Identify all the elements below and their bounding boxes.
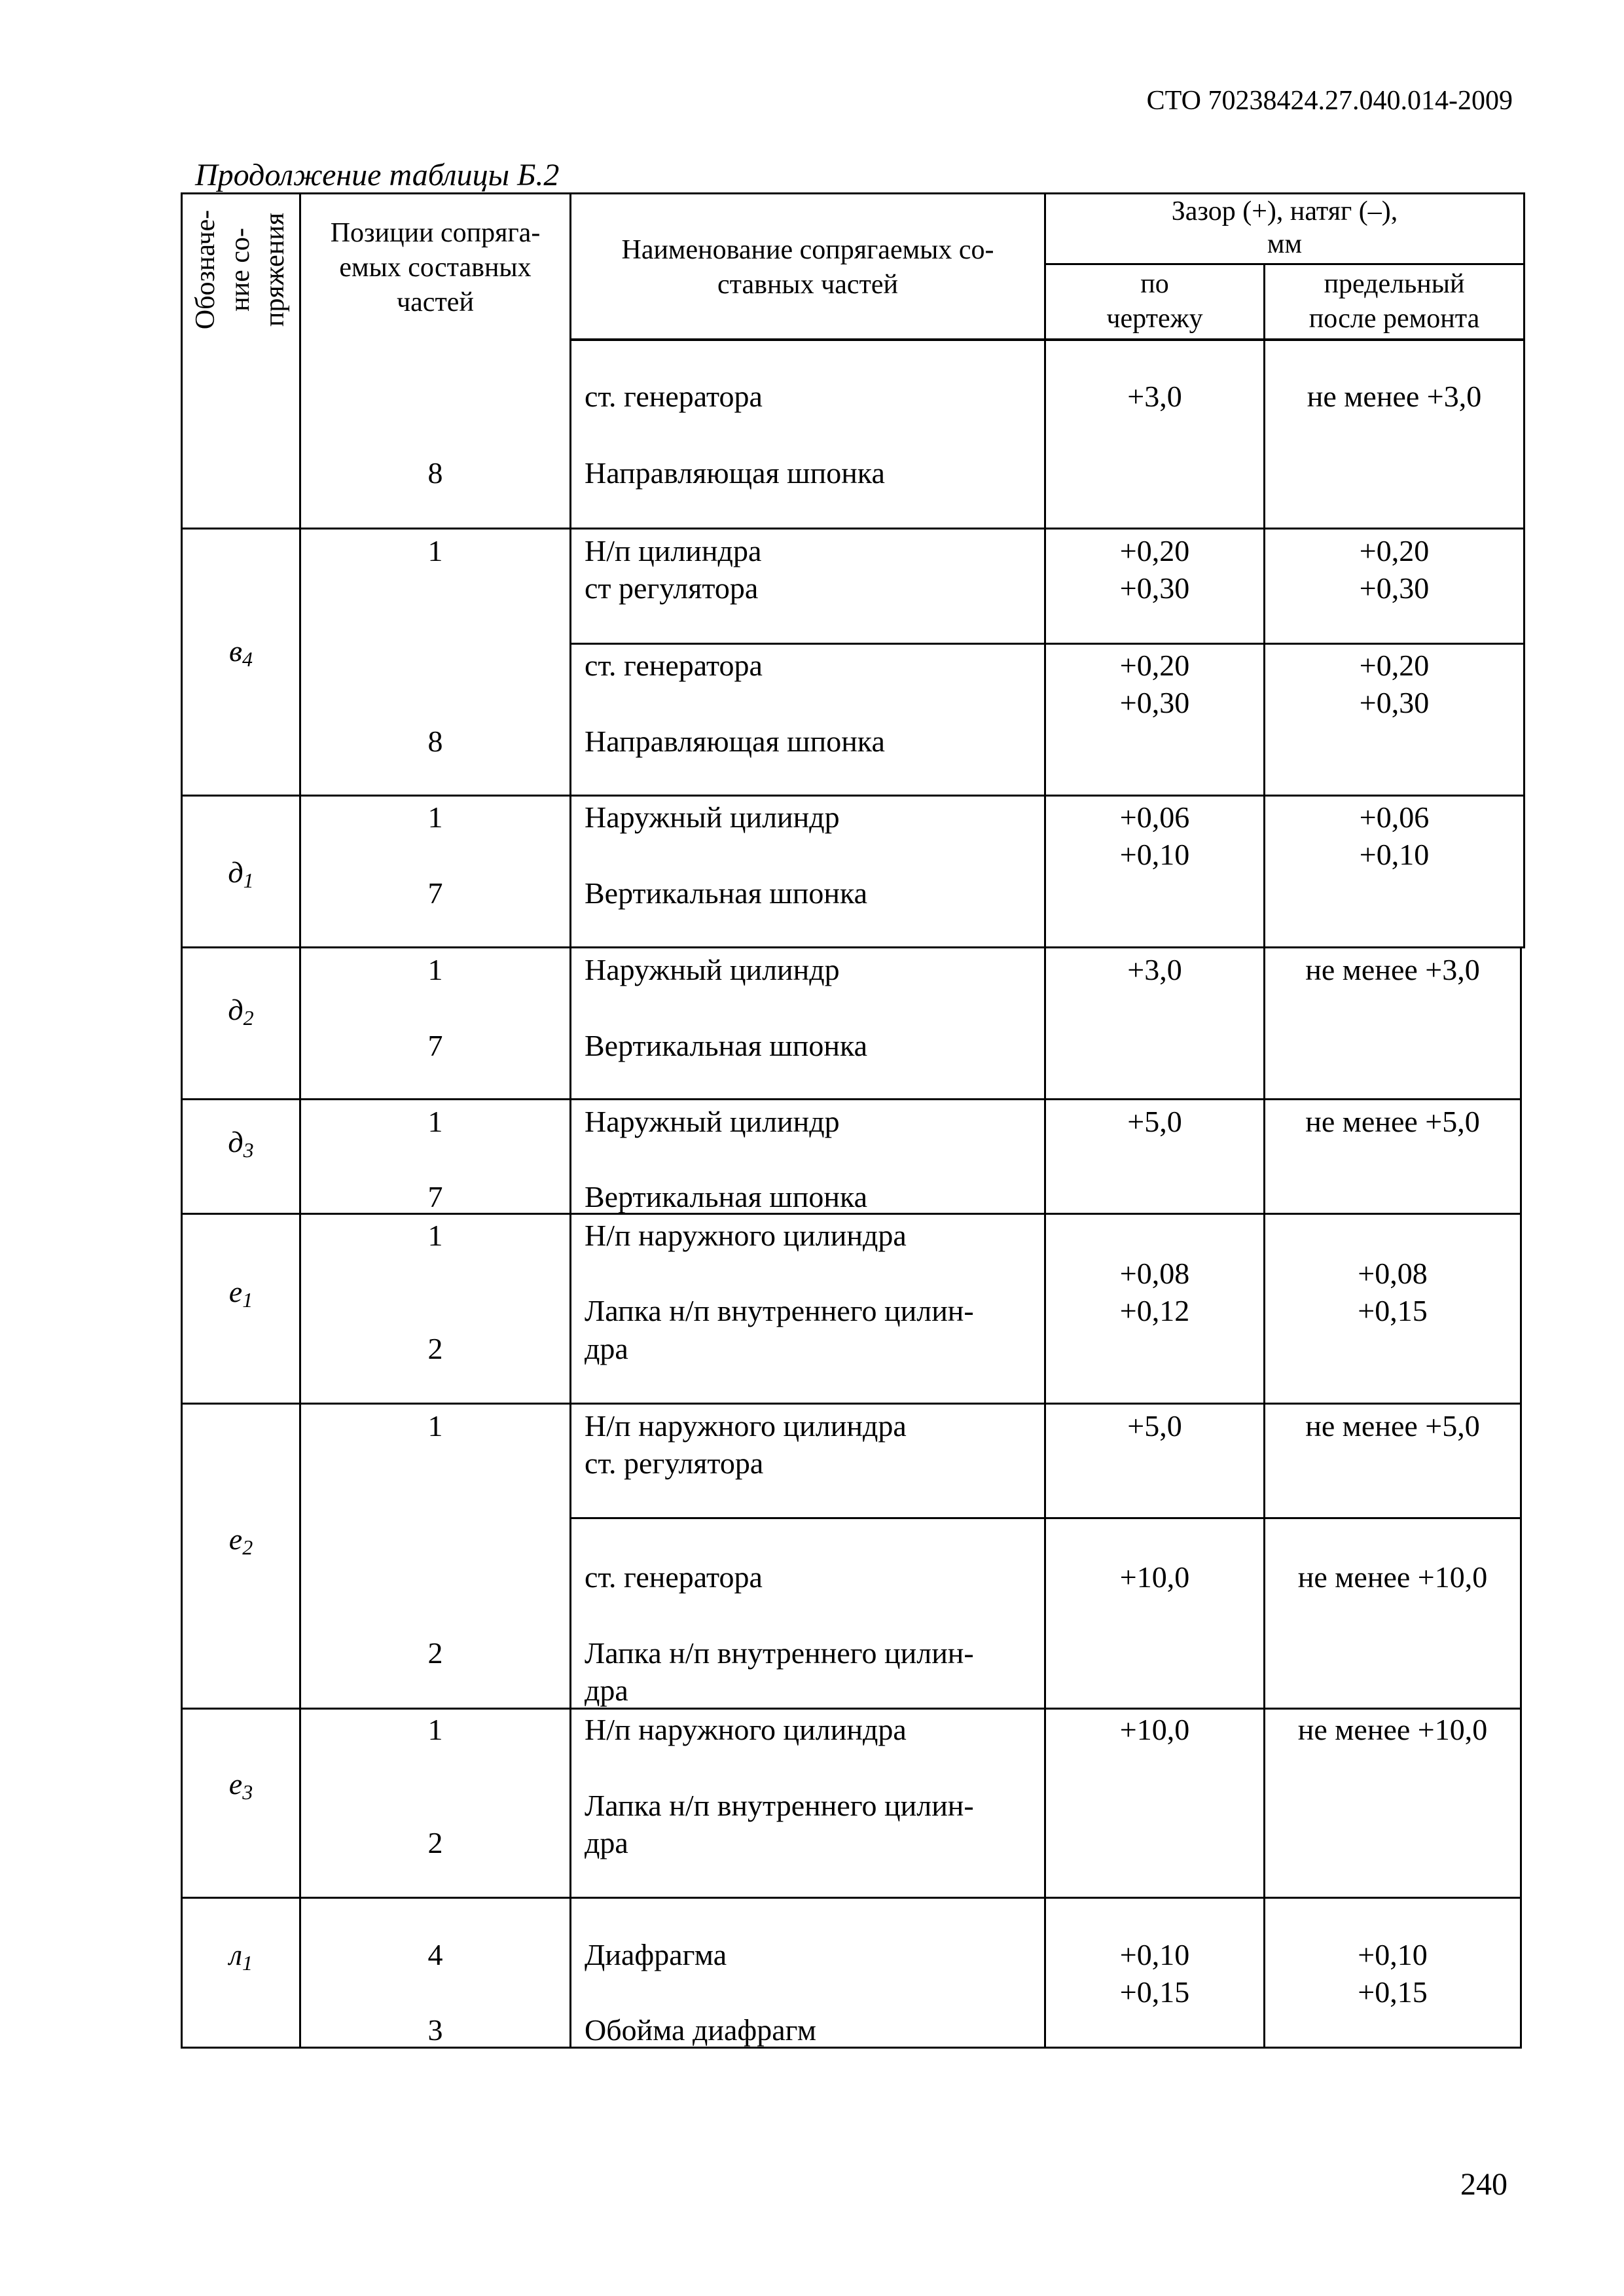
designation (183, 1936, 299, 1982)
part-name: Н/п цилиндра (585, 534, 762, 567)
position-number: 1 (427, 1105, 443, 1138)
grid-line (569, 1517, 1522, 1519)
header-by-drawing (1046, 267, 1263, 336)
value-drawing: +0,10 (1119, 838, 1190, 871)
designation-index: 1 (242, 1951, 253, 1975)
part-name: Направляющая шпонка (585, 725, 885, 758)
position-number: 2 (427, 1826, 443, 1859)
part-name: Н/п наружного цилиндра (585, 1713, 907, 1746)
designation-letter: д (228, 855, 244, 889)
position-number: 1 (427, 1409, 443, 1443)
value-limit: +0,08 (1358, 1257, 1428, 1290)
header-gap (1046, 195, 1523, 260)
page-number: 240 (1460, 2167, 1507, 2202)
part-name: дра (585, 1674, 628, 1707)
header-line: пряжения (260, 212, 290, 327)
position-number: 7 (427, 1180, 443, 1213)
value-limit: не менее +5,0 (1305, 1409, 1480, 1443)
value-drawing: +3,0 (1127, 380, 1182, 413)
position-number: 7 (427, 1029, 443, 1062)
header-line: Позиции сопряга- (330, 218, 541, 248)
part-name: Вертикальная шпонка (585, 1029, 868, 1062)
designation-index: 1 (242, 1288, 253, 1312)
value-limit: +0,10 (1359, 838, 1430, 871)
value-limit: +0,06 (1359, 800, 1430, 834)
value-drawing: +5,0 (1127, 1409, 1182, 1443)
header-line: частей (397, 287, 474, 317)
part-name: дра (585, 1332, 628, 1365)
designation-index: 3 (243, 1138, 254, 1162)
part-name: дра (585, 1826, 628, 1859)
designation-letter: д (228, 993, 244, 1026)
position-number: 8 (427, 725, 443, 758)
document-code: СТО 70238424.27.040.014-2009 (1146, 86, 1513, 116)
value-limit: не менее +3,0 (1305, 953, 1480, 986)
grid-line (181, 1098, 1522, 1100)
value-limit: не менее +5,0 (1305, 1105, 1480, 1138)
value-limit: +0,10 (1358, 1938, 1428, 1971)
header-line: Наименование сопрягаемых со- (621, 235, 994, 265)
header-line: чертежу (1106, 304, 1203, 334)
grid-line (569, 338, 1525, 341)
value-limit: +0,20 (1359, 534, 1430, 567)
designation (183, 1520, 299, 1566)
header-designation (189, 162, 293, 378)
grid-line (181, 192, 1525, 194)
part-name: Диафрагма (585, 1938, 727, 1971)
grid-line (181, 1708, 1522, 1710)
position-number: 2 (427, 1332, 443, 1365)
designation (183, 1123, 299, 1169)
part-name: Н/п наружного цилиндра (585, 1409, 907, 1443)
part-name: Направляющая шпонка (585, 456, 885, 490)
value-drawing: +0,10 (1119, 1938, 1190, 1971)
designation (183, 632, 299, 678)
designation-letter: е (228, 1522, 243, 1556)
part-name: Лапка н/п внутреннего цилин- (585, 1294, 974, 1327)
position-number: 1 (427, 1219, 443, 1252)
header-line: ставных частей (717, 270, 899, 300)
header-line: Обозначе- (190, 209, 221, 330)
part-name: Наружный цилиндр (585, 953, 840, 986)
value-limit: не менее +10,0 (1297, 1713, 1488, 1746)
header-positions (301, 216, 569, 320)
grid-line (181, 946, 1525, 948)
position-number: 1 (427, 953, 443, 986)
table-caption: Продолжение таблицы Б.2 (195, 158, 560, 192)
designation-index: 1 (243, 869, 254, 892)
header-limit (1265, 267, 1523, 336)
header-line: после ремонта (1308, 304, 1480, 334)
part-name: Лапка н/п внутреннего цилин- (585, 1636, 974, 1670)
grid-line (181, 795, 1525, 797)
part-name: Наружный цилиндр (585, 1105, 840, 1138)
value-drawing: +0,30 (1119, 686, 1190, 719)
grid-line (1044, 263, 1525, 265)
part-name: Вертикальная шпонка (585, 876, 868, 910)
part-name: Обойма диафрагм (585, 2013, 816, 2047)
value-drawing: +0,30 (1119, 571, 1190, 605)
part-name: ст. генератора (585, 1560, 763, 1594)
grid-line (1523, 193, 1525, 947)
designation-letter: д (228, 1125, 244, 1158)
designation-index: 3 (242, 1780, 253, 1804)
grid-line (1520, 947, 1522, 2049)
value-limit: +0,20 (1359, 649, 1430, 682)
value-limit: +0,15 (1358, 1975, 1428, 2009)
grid-line (181, 528, 1525, 529)
part-name: ст. генератора (585, 380, 763, 413)
header-line: мм (1267, 229, 1303, 259)
header-line: предельный (1324, 269, 1465, 299)
value-drawing: +0,20 (1119, 534, 1190, 567)
position-number: 7 (427, 876, 443, 910)
designation-letter: л (228, 1938, 243, 1971)
position-number: 8 (427, 456, 443, 490)
value-drawing: +3,0 (1127, 953, 1182, 986)
value-limit: не менее +3,0 (1307, 380, 1482, 413)
designation-index: 2 (242, 1535, 253, 1559)
header-line: ние со- (225, 228, 255, 312)
designation-letter: в (229, 634, 242, 668)
designation (183, 853, 299, 899)
position-number: 4 (427, 1938, 443, 1971)
value-limit: +0,30 (1359, 686, 1430, 719)
value-limit: не менее +10,0 (1297, 1560, 1488, 1594)
header-name (571, 233, 1044, 302)
designation-letter: е (228, 1275, 243, 1308)
position-number: 1 (427, 800, 443, 834)
value-drawing: +5,0 (1127, 1105, 1182, 1138)
part-name: ст. генератора (585, 649, 763, 682)
designation (183, 1765, 299, 1811)
header-line: Зазор (+), натяг (–), (1171, 196, 1398, 226)
part-name: Лапка н/п внутреннего цилин- (585, 1789, 974, 1822)
part-name: ст. регулятора (585, 1446, 764, 1480)
designation-letter: е (228, 1767, 243, 1801)
position-number: 1 (427, 534, 443, 567)
designation-index: 4 (242, 647, 253, 671)
grid-line (181, 1897, 1522, 1899)
value-drawing: +10,0 (1119, 1560, 1190, 1594)
grid-line (569, 643, 1525, 645)
position-number: 1 (427, 1713, 443, 1746)
value-drawing: +0,06 (1119, 800, 1190, 834)
part-name: Наружный цилиндр (585, 800, 840, 834)
value-drawing: +10,0 (1119, 1713, 1190, 1746)
value-drawing: +0,08 (1119, 1257, 1190, 1290)
value-drawing: +0,20 (1119, 649, 1190, 682)
value-drawing: +0,15 (1119, 1975, 1190, 2009)
value-limit: +0,15 (1358, 1294, 1428, 1327)
grid-line (569, 193, 571, 2049)
part-name: Вертикальная шпонка (585, 1180, 868, 1213)
designation-index: 2 (243, 1006, 254, 1030)
header-line: по (1140, 269, 1169, 299)
part-name: ст регулятора (585, 571, 759, 605)
designation (183, 1273, 299, 1319)
position-number: 2 (427, 1636, 443, 1670)
designation (183, 991, 299, 1037)
grid-line (181, 1403, 1522, 1405)
position-number: 3 (427, 2013, 443, 2047)
value-limit: +0,30 (1359, 571, 1430, 605)
value-drawing: +0,12 (1119, 1294, 1190, 1327)
part-name: Н/п наружного цилиндра (585, 1219, 907, 1252)
header-line: емых составных (339, 253, 532, 283)
